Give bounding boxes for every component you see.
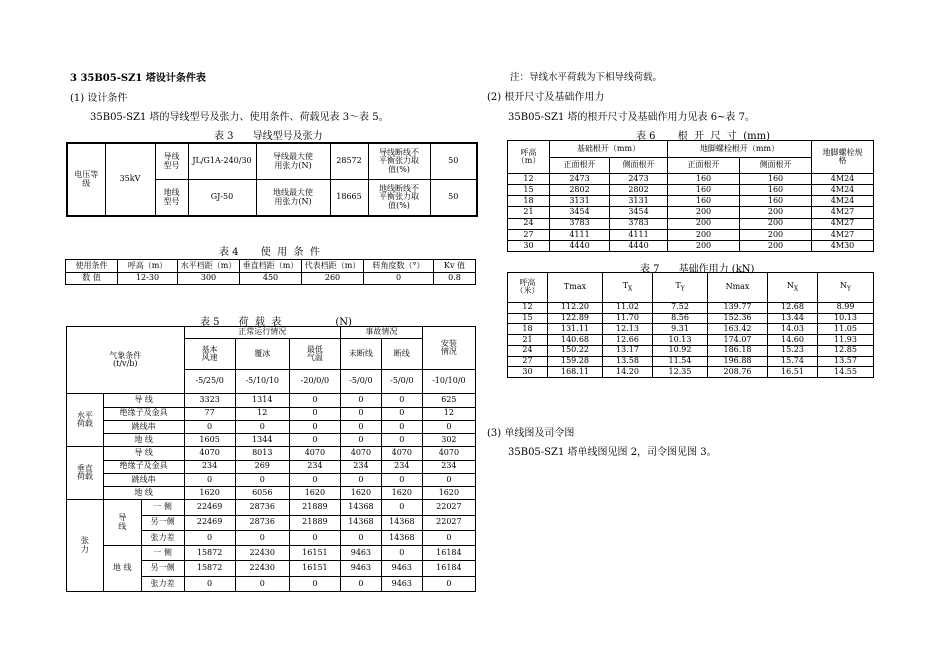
t5-value-cell: 0 [340,576,381,591]
t5-row-label: 跳线串 [103,420,184,433]
t5-value-cell: 21889 [289,515,340,530]
table7-caption: 表 7 基础作用力 (kN) [640,264,755,275]
t5-value-cell: 0 [381,434,422,447]
t7-cell: 208.76 [708,367,768,378]
t6-base-root-header: 基础根开（mm） [550,141,668,158]
t5-value-cell: 0 [289,407,340,420]
t5-value-cell: 0 [289,530,340,545]
table-row [508,240,874,251]
t3-cell: 50 [430,180,477,217]
table-row [67,434,476,447]
t7-cell: 140.68 [548,335,603,346]
t5-row-label: 绝缘子及金具 [103,407,184,420]
t7-cell: 12.66 [603,335,653,346]
t7-cell: 163.42 [708,324,768,335]
t6-cell: 4111 [610,229,668,240]
t5-value-cell: 0 [235,420,289,433]
t6-cell: 200 [740,229,812,240]
t4-header-cell: 转角度数（°） [364,260,434,273]
t5-condition-cell: -5/10/10 [235,369,289,393]
install-header: 安装 情况 [422,327,475,370]
t7-cell: 12.35 [653,367,708,378]
t6-cell: 160 [740,196,812,207]
t5-row-label: 另一侧 [141,515,184,530]
t6-cell: 24 [508,218,550,229]
t6-cell: 160 [740,185,812,196]
t6-cell: 3783 [610,218,668,229]
t5-row-label: 导 线 [103,394,184,407]
t6-cell: 4111 [550,229,610,240]
t3-cell: 28572 [330,143,368,180]
t7-cell: 112.20 [548,302,603,313]
t7-ty-header: $T_Y$ [653,273,708,303]
table5-load-table [66,326,476,592]
note-text: 注：导线水平荷载为下相导线荷载。 [510,72,663,83]
t5-value-cell: 0 [381,473,422,486]
t7-cell: 15.23 [768,345,818,356]
t5-condition-cell: -20/0/0 [289,369,340,393]
t4-header-cell: 呼高（m） [118,260,178,273]
t5-value-cell: 9463 [381,576,422,591]
t7-cell: 13.44 [768,313,818,324]
t6-cell: 15 [508,185,550,196]
table-row [508,196,874,207]
t5-value-cell: 1620 [340,487,381,500]
t6-cell: 200 [668,218,740,229]
t4-value-cell: 0.8 [434,272,476,285]
t6-cell: 160 [668,196,740,207]
t6-cell: 3454 [610,207,668,218]
t3-cell: 导线断线不 平衡张力取 值(%) [368,143,430,180]
t7-cell: 10.13 [818,313,874,324]
t6-cell: 3783 [550,218,610,229]
t7-cell: 12.85 [818,345,874,356]
t5-value-cell: 28736 [235,515,289,530]
t5-value-cell: 22027 [422,515,475,530]
t5-value-cell: 12 [422,407,475,420]
table-row [508,302,874,313]
table-row [508,207,874,218]
t5-value-cell: 0 [235,473,289,486]
t7-cell: 18 [508,324,548,335]
t5-value-cell: 0 [340,394,381,407]
t7-cell: 11.70 [603,313,653,324]
paragraph-root-opening: 35B05-SZ1 塔的根开尺寸及基础作用力见表 6~表 7。 [508,112,755,123]
t5-row-label: 张力差 [141,576,184,591]
t5-value-cell: 8013 [235,447,289,460]
t5-value-cell: 0 [340,407,381,420]
t5-value-cell: 1605 [184,434,235,447]
t5-value-cell: 4070 [340,447,381,460]
table-row [67,420,476,433]
t6-cell: 160 [668,174,740,185]
t5-conductor-label: 导 线 [103,500,141,546]
section-title: 3 35B05-SZ1 塔设计条件表 [70,73,206,84]
t4-header-cell: Kv 值 [434,260,476,273]
t5-value-cell: 0 [422,530,475,545]
t5-value-cell: 16184 [422,546,475,561]
t5-value-cell: 9463 [381,561,422,576]
t5-value-cell: 22430 [235,546,289,561]
t5-value-cell: 234 [381,460,422,473]
t5-value-cell: 21889 [289,500,340,515]
table-row [508,324,874,335]
t5-value-cell: 234 [422,460,475,473]
t5-value-cell: 234 [184,460,235,473]
t5-value-cell: 16184 [422,561,475,576]
t7-cell: 14.03 [768,324,818,335]
t7-cell: 9.31 [653,324,708,335]
t5-tension-group: 张 力 [67,500,104,592]
t6-cell: 2473 [610,174,668,185]
t6-cell: 12 [508,174,550,185]
t5-value-cell: 302 [422,434,475,447]
t5-value-cell: 14368 [340,515,381,530]
t6-cell: 200 [668,229,740,240]
table5-caption: 表 5 荷 载 表 (N) [200,317,352,328]
t5-value-cell: 22469 [184,500,235,515]
t5-value-cell: 14368 [381,515,422,530]
t5-value-cell: 15872 [184,546,235,561]
t5-row-label: 一 侧 [141,500,184,515]
t3-cell: 地线 型号 [155,180,188,217]
t5-value-cell: 0 [340,530,381,545]
t7-cell: 11.93 [818,335,874,346]
t5-value-cell: 77 [184,407,235,420]
t6-cell: 4M24 [812,196,874,207]
t5-value-cell: 0 [235,530,289,545]
t5-condition-cell: -5/0/0 [340,369,381,393]
t5-condition-cell: -10/10/0 [422,369,475,393]
t5-value-cell: 0 [184,420,235,433]
t5-row-label: 绝缘子及金具 [103,460,184,473]
t5-value-cell: 0 [235,576,289,591]
t5-value-cell: 0 [422,473,475,486]
t6-cell: 21 [508,207,550,218]
t7-cell: 11.05 [818,324,874,335]
t6-cell: 2473 [550,174,610,185]
table7-foundation-forces [507,272,874,378]
t6-cell: 4M27 [812,229,874,240]
t5-horizontal-group: 水平 荷载 [67,394,104,447]
paragraph-intro: 35B05-SZ1 塔的导线型号及张力、使用条件、荷载见表 3～表 5。 [90,112,389,123]
t7-cell: 24 [508,345,548,356]
t6-cell: 4M27 [812,218,874,229]
t7-cell: 12.68 [768,302,818,313]
t3-cell: 地线最大使 用张力(N) [256,180,330,217]
t7-cell: 186.18 [708,345,768,356]
t7-cell: 131.11 [548,324,603,335]
t3-cell: GJ-50 [188,180,256,217]
t3-cell: JL/G1A-240/30 [188,143,256,180]
t5-value-cell: 0 [184,530,235,545]
t7-cell: 12 [508,302,548,313]
table-row [508,335,874,346]
t7-ny-header: $N_Y$ [818,273,874,303]
t6-cell: 4M24 [812,185,874,196]
t7-cell: 14.20 [603,367,653,378]
t7-cell: 11.54 [653,356,708,367]
t5-vertical-group: 垂直 荷载 [67,447,104,500]
t6-cell: 4M27 [812,207,874,218]
t5-value-cell: 0 [340,434,381,447]
t7-cell: 13.17 [603,345,653,356]
t6-cell: 2802 [550,185,610,196]
t7-cell: 150.22 [548,345,603,356]
weather-condition-label: 气象条件 (t/v/b) [67,327,185,394]
table3-conductor-tension [66,142,478,217]
table-row [67,500,476,515]
table-row [67,407,476,420]
t6-bolt-root-header: 地脚螺栓根开（mm） [668,141,812,158]
t3-cell: 导线 型号 [155,143,188,180]
t5-value-cell: 4070 [381,447,422,460]
table6-caption: 表 6 根 开 尺 寸 (mm) [636,131,770,142]
t6-cell: 4M30 [812,240,874,251]
t6-cell: 4440 [610,240,668,251]
t5-value-cell: 0 [381,407,422,420]
t6-cell: 200 [740,240,812,251]
t4-value-cell: 300 [178,272,240,285]
table-row [508,345,874,356]
t5-value-cell: 1620 [381,487,422,500]
t5-row-label: 导 线 [103,447,184,460]
t5-value-cell: 14368 [381,530,422,545]
t5-value-cell: 1620 [289,487,340,500]
t4-value-cell: 0 [364,272,434,285]
t6-cell: 200 [740,218,812,229]
t5-value-cell: 0 [340,473,381,486]
t3-cell: 50 [430,143,477,180]
t6-cell: 200 [668,207,740,218]
t5-value-cell: 22027 [422,500,475,515]
t6-cell: 4440 [550,240,610,251]
t5-value-cell: 0 [289,420,340,433]
t5-value-cell: 15872 [184,561,235,576]
t6-cell: 30 [508,240,550,251]
t6-cell: 2802 [610,185,668,196]
t4-header-cell: 水平档距（m） [178,260,240,273]
t5-value-cell: 0 [422,420,475,433]
t7-cell: 13.57 [818,356,874,367]
t7-cell: 13.58 [603,356,653,367]
t7-cell: 174.07 [708,335,768,346]
t5-value-cell: 0 [184,473,235,486]
t5-value-cell: 0 [381,500,422,515]
t5-col-label: 最低 气温 [289,339,340,370]
t7-cell: 16.51 [768,367,818,378]
t5-value-cell: 1620 [422,487,475,500]
t7-cell: 10.13 [653,335,708,346]
t5-condition-cell: -5/0/0 [381,369,422,393]
table-row [67,473,476,486]
t7-cell: 122.89 [548,313,603,324]
t6-cell: 200 [740,207,812,218]
t4-header-cell: 代表档距（m） [302,260,364,273]
subheading-design-conditions: (1) 设计条件 [70,93,128,104]
t5-value-cell: 1314 [235,394,289,407]
t6-sub-header: 正面根开 [550,157,610,174]
t5-value-cell: 14368 [340,500,381,515]
t4-value-cell: 12-30 [118,272,178,285]
t7-cell: 14.55 [818,367,874,378]
t6-cell: 18 [508,196,550,207]
t4-header-cell: 垂直档距（m） [240,260,302,273]
t5-value-cell: 28736 [235,500,289,515]
t7-nmax-header: Nmax [708,273,768,303]
t5-value-cell: 3323 [184,394,235,407]
t5-col-label: 断线 [381,339,422,370]
t7-cell: 14.60 [768,335,818,346]
t5-col-label: 基本 风速 [184,339,235,370]
t6-cell: 3131 [610,196,668,207]
t7-cell: 11.02 [603,302,653,313]
subheading-single-line: (3) 单线图及司令图 [487,428,575,439]
t3-cell: 地线断线不 平衡张力取 值(%) [368,180,430,217]
t5-value-cell: 22469 [184,515,235,530]
t5-value-cell: 0 [184,576,235,591]
t5-value-cell: 0 [381,394,422,407]
t5-ground-label: 地 线 [103,546,141,592]
t7-cell: 139.77 [708,302,768,313]
t7-cell: 196.88 [708,356,768,367]
t5-row-label: 张力差 [141,530,184,545]
t7-cell: 30 [508,367,548,378]
t5-value-cell: 4070 [422,447,475,460]
t5-value-cell: 12 [235,407,289,420]
table-row [508,313,874,324]
table3-caption: 表 3 导线型号及张力 [214,131,323,142]
t5-value-cell: 16151 [289,546,340,561]
table-row [67,394,476,407]
table-row [508,218,874,229]
t5-value-cell: 0 [340,420,381,433]
table-row [67,546,476,561]
t7-cell: 168.11 [548,367,603,378]
t7-cell: 15.74 [768,356,818,367]
t5-value-cell: 234 [289,460,340,473]
t4-header-cell: 使用条件 [66,260,118,273]
accident-header: 事故情况 [340,327,422,339]
table4-caption: 表 4 使 用 条 件 [219,247,320,258]
table6-root-dimensions [507,140,874,252]
subheading-root-opening: (2) 根开尺寸及基础作用力 [487,92,605,103]
t5-value-cell: 0 [381,546,422,561]
t7-height-header: 呼高 （米） [508,273,548,303]
t5-col-label: 覆冰 [235,339,289,370]
t7-cell: 8.56 [653,313,708,324]
t5-value-cell: 234 [340,460,381,473]
t4-value-cell: 260 [302,272,364,285]
t7-tmax-header: Tmax [548,273,603,303]
t4-value-cell: 450 [240,272,302,285]
voltage-label: 电压等 级 [67,143,105,216]
t5-value-cell: 1620 [184,487,235,500]
t5-row-label: 另一侧 [141,561,184,576]
t6-sub-header: 侧面根开 [740,157,812,174]
t5-value-cell: 6056 [235,487,289,500]
t7-cell: 7.52 [653,302,708,313]
t5-value-cell: 0 [289,473,340,486]
table-row [67,447,476,460]
t5-value-cell: 0 [289,394,340,407]
normal-operation-header: 正常运行情况 [184,327,340,339]
t7-nx-header: $N_X$ [768,273,818,303]
t6-sub-header: 侧面根开 [610,157,668,174]
t5-value-cell: 9463 [340,561,381,576]
table-row [508,185,874,196]
t7-cell: 152.36 [708,313,768,324]
table-row [508,356,874,367]
t5-value-cell: 0 [289,576,340,591]
t5-value-cell: 9463 [340,546,381,561]
table-row [508,229,874,240]
t6-bolt-spec-header: 地脚螺栓规 格 [812,141,874,174]
t5-value-cell: 4070 [184,447,235,460]
t6-cell: 27 [508,229,550,240]
t5-value-cell: 625 [422,394,475,407]
t5-col-label: 未断线 [340,339,381,370]
t6-cell: 3454 [550,207,610,218]
table-row [508,174,874,185]
t7-cell: 15 [508,313,548,324]
t5-row-label: 地 线 [103,487,184,500]
t7-cell: 27 [508,356,548,367]
t6-cell: 3131 [550,196,610,207]
t6-height-label: 呼高 （m） [508,141,550,174]
t7-cell: 21 [508,335,548,346]
t5-value-cell: 0 [381,420,422,433]
t5-value-cell: 0 [422,576,475,591]
t5-value-cell: 269 [235,460,289,473]
t5-value-cell: 1344 [235,434,289,447]
t5-condition-cell: -5/25/0 [184,369,235,393]
table-row [67,460,476,473]
table-row [67,487,476,500]
t5-value-cell: 16151 [289,561,340,576]
t7-cell: 10.92 [653,345,708,356]
t5-value-cell: 4070 [289,447,340,460]
t5-value-cell: 22430 [235,561,289,576]
t7-cell: 8.99 [818,302,874,313]
t5-value-cell: 0 [289,434,340,447]
t6-cell: 160 [668,185,740,196]
table4-usage-conditions [65,259,476,285]
t7-tx-header: $T_X$ [603,273,653,303]
t4-value-cell: 数 值 [66,272,118,285]
t5-row-label: 地 线 [103,434,184,447]
t7-cell: 159.28 [548,356,603,367]
t6-sub-header: 正面根开 [668,157,740,174]
t6-cell: 200 [668,240,740,251]
t6-cell: 160 [740,174,812,185]
paragraph-single-line: 35B05-SZ1 塔单线图见图 2，司令图见图 3。 [508,447,717,458]
t7-cell: 12.13 [603,324,653,335]
table-row [508,367,874,378]
voltage-value: 35kV [105,143,155,216]
t3-cell: 导线最大使 用张力(N) [256,143,330,180]
t6-cell: 4M24 [812,174,874,185]
t3-cell: 18665 [330,180,368,217]
t5-row-label: 跳线串 [103,473,184,486]
t5-row-label: 一 侧 [141,546,184,561]
